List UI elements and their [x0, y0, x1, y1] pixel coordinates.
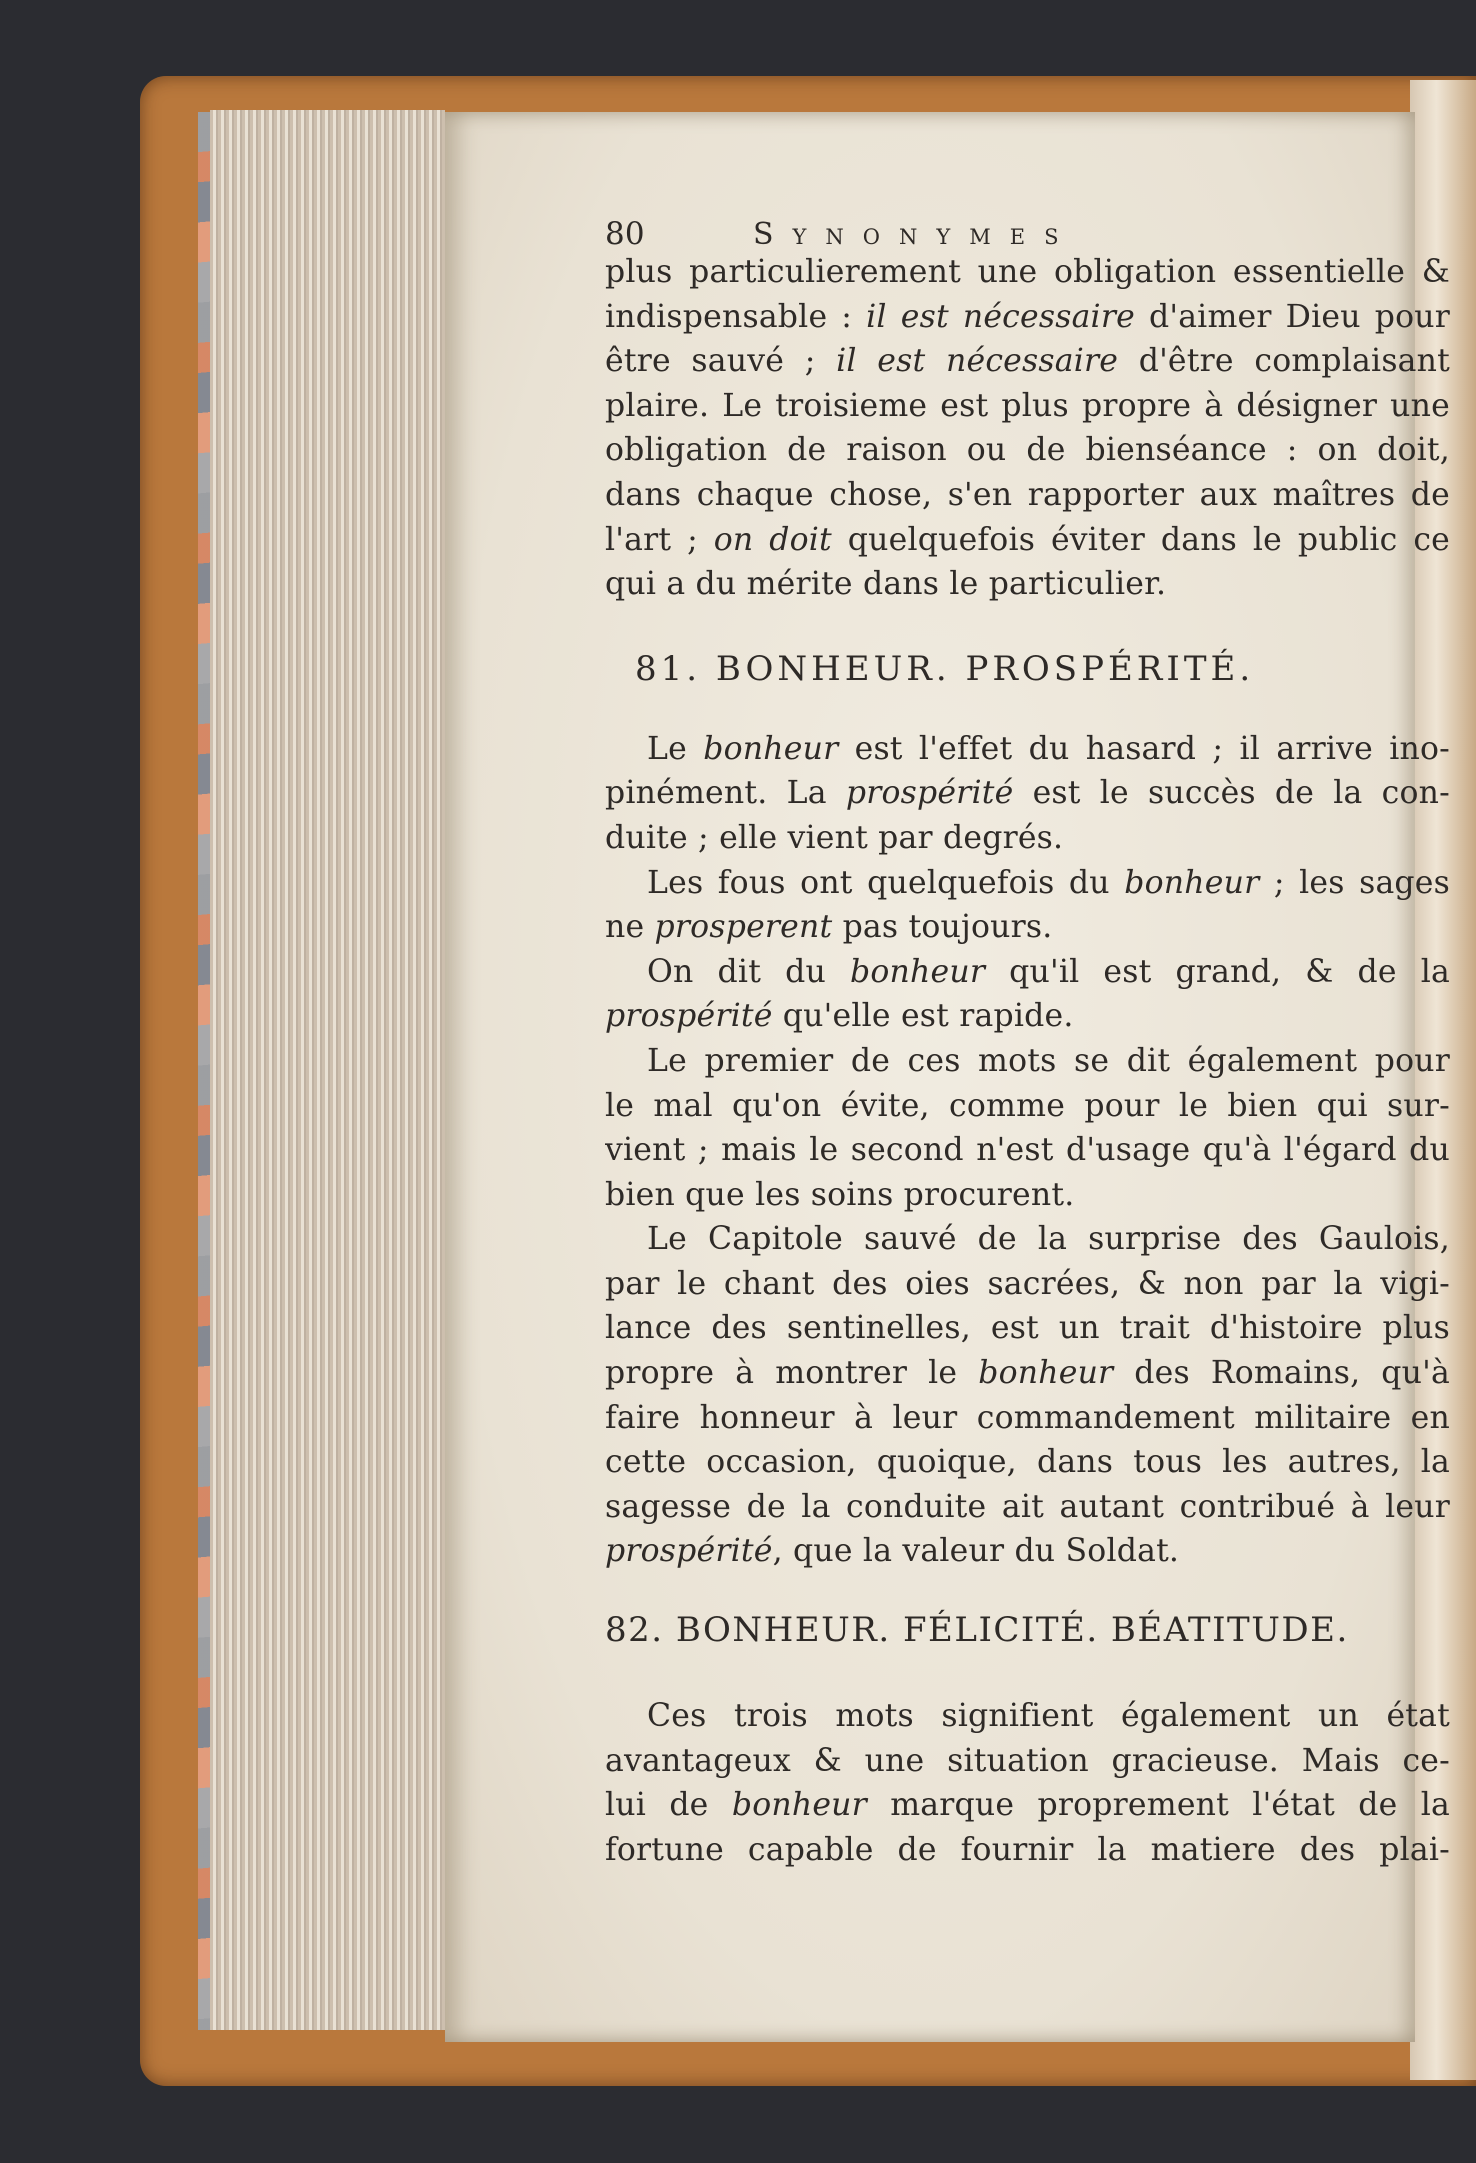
text-line: propre à montrer le bonheur des Romains, qu'à: [605, 1355, 1450, 1392]
book-page: [445, 112, 1450, 2042]
article-82-heading: 82. BONHEUR. FÉLICITÉ. BÉATITUDE.: [605, 1610, 1349, 1651]
continuation-paragraph: [605, 250, 1450, 607]
article-82-body: [605, 1694, 1450, 1872]
italic-term: il est nécessaire: [866, 298, 1135, 335]
text-line: obligation de raison ou de bienséance : on doit,: [605, 432, 1450, 469]
text-line: plus particulierement une obligation essentielle &: [605, 254, 1450, 290]
text-line: vient ; mais le second n'est d'usage qu'à l'égard du: [605, 1132, 1450, 1169]
italic-term: on doit: [713, 521, 832, 558]
text-line: par le chant des oies sacrées, & non par la vigi-: [605, 1265, 1450, 1302]
text-line: Le premier de ces mots se dit également pour: [647, 1042, 1450, 1079]
text-line: On dit du bonheur qu'il est grand, & de la: [647, 953, 1450, 990]
italic-term: prosperent: [654, 909, 833, 946]
italic-term: il est nécessaire: [836, 343, 1119, 380]
italic-term: bonheur: [703, 730, 839, 767]
text-line: Ces trois mots signifient également un état: [647, 1698, 1450, 1735]
text-line: ne prosperent pas toujours.: [605, 909, 1053, 946]
article-81-heading: 81. BONHEUR. PROSPÉRITÉ.: [635, 648, 1255, 689]
text-line: cette occasion, quoique, dans tous les autres, la: [605, 1444, 1450, 1481]
text-line: le mal qu'on évite, comme pour le bien qui sur-: [605, 1087, 1450, 1124]
text-line: avantageux & une situation gracieuse. Mais ce-: [605, 1742, 1450, 1779]
text-line: duite ; elle vient par degrés.: [605, 819, 1064, 856]
page-number: 80: [605, 216, 645, 252]
italic-term: bonheur: [978, 1355, 1114, 1392]
page-edges: [210, 110, 445, 2030]
text-line: prospérité, que la valeur du Soldat.: [605, 1533, 1180, 1570]
article-81-body: [605, 727, 1450, 1574]
text-line: plaire. Le troisieme est plus propre à désigner une: [605, 387, 1450, 424]
text-line: dans chaque chose, s'en rapporter aux maîtres de: [605, 476, 1450, 513]
text-line: Les fous ont quelquefois du bonheur ; les sages: [647, 864, 1450, 901]
text-line: faire honneur à leur commandement militaire en: [605, 1399, 1450, 1436]
text-line: sagesse de la conduite ait autant contribué à leur: [605, 1488, 1450, 1525]
italic-term: bonheur: [1124, 864, 1260, 901]
text-line: l'art ; on doit quelquefois éviter dans le public ce: [605, 521, 1450, 558]
italic-term: prospérité: [845, 775, 1014, 812]
text-line: bien que les soins procurent.: [605, 1176, 1075, 1213]
text-line: Le Capitole sauvé de la surprise des Gaulois,: [647, 1221, 1450, 1258]
text-line: fortune capable de fournir la matiere des plai-: [605, 1831, 1450, 1868]
running-title: Synonymes: [753, 217, 1078, 252]
text-line: être sauvé ; il est nécessaire d'être complaisant: [605, 343, 1450, 380]
text-line: lance des sentinelles, est un trait d'histoire plus: [605, 1310, 1450, 1347]
text-line: pinément. La prospérité est le succès de la con-: [605, 775, 1450, 812]
text-line: indispensable : il est nécessaire d'aimer Dieu pour: [605, 298, 1450, 335]
italic-term: bonheur: [731, 1787, 867, 1824]
italic-term: bonheur: [849, 953, 986, 990]
text-line: qui a du mérite dans le particulier.: [605, 566, 1167, 603]
text-line: prospérité qu'elle est rapide.: [605, 998, 1074, 1035]
text-line: lui de bonheur marque proprement l'état de la: [605, 1787, 1450, 1824]
italic-term: prospérité: [605, 1533, 773, 1570]
text-line: Le bonheur est l'effet du hasard ; il arrive ino-: [647, 730, 1450, 767]
page-text: [605, 212, 1450, 1872]
italic-term: prospérité: [605, 998, 773, 1035]
